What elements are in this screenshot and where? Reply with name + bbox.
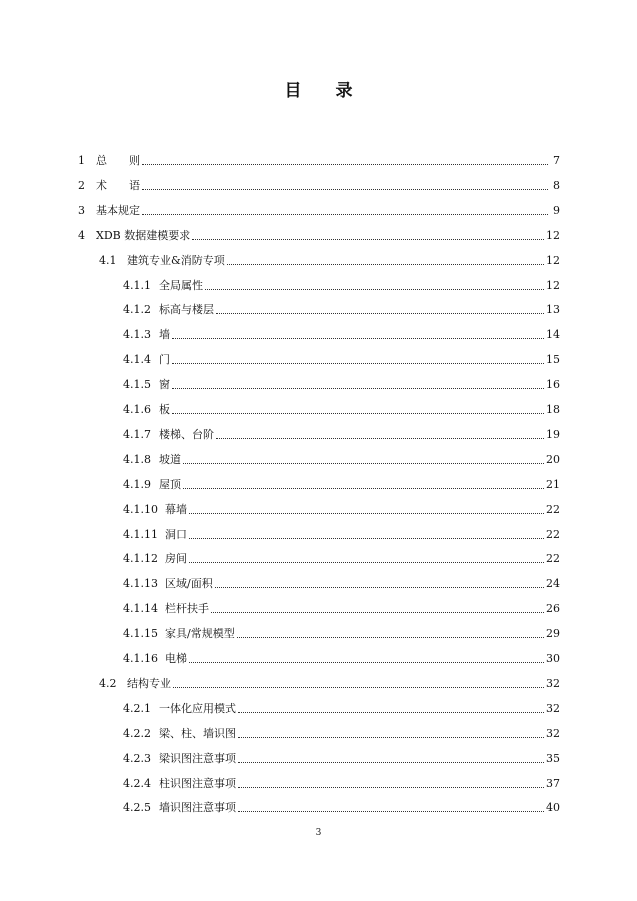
toc-entry-number: 4.2.2: [123, 726, 151, 740]
toc-dot-leader: [189, 513, 544, 514]
toc-entry-label: 标高与楼层: [159, 303, 214, 317]
toc-entry[interactable]: [123, 349, 560, 367]
toc-entry-number: 3: [78, 203, 85, 217]
toc-entry-number: 4.1.10: [123, 502, 158, 516]
toc-entry[interactable]: [123, 548, 560, 566]
toc-entry-page: 32: [546, 676, 560, 690]
toc-entry-label: 幕墙: [165, 502, 187, 516]
toc-entry-label: 洞口: [165, 527, 187, 541]
toc-entry-page: 26: [546, 602, 560, 616]
toc-entry[interactable]: [123, 723, 560, 741]
toc-entry-number: 4.1.16: [123, 652, 158, 665]
toc-entry-page: 22: [546, 527, 560, 541]
toc-entry-label: 柱识图注意事项: [159, 776, 236, 790]
toc-entry[interactable]: [123, 598, 560, 616]
toc-entry[interactable]: [123, 623, 560, 641]
toc-entry-page: 37: [546, 776, 560, 790]
toc-entry-number: 1: [78, 154, 85, 167]
toc-entry-page: 12: [546, 228, 560, 242]
toc-entry-page: 22: [546, 552, 560, 566]
toc-entry-page: 8: [553, 178, 560, 192]
toc-dot-leader: [238, 712, 544, 713]
toc-dot-leader: [173, 687, 544, 688]
toc-entry[interactable]: [123, 748, 560, 766]
toc-entry-label: 总 则: [96, 154, 140, 167]
toc-dot-leader: [205, 289, 544, 290]
toc-entry[interactable]: [123, 474, 560, 492]
toc-entry-page: 14: [546, 328, 560, 342]
toc-entry-page: 13: [546, 303, 560, 317]
toc-entry-number: 4.1.6: [123, 403, 151, 416]
toc-entry-page: 9: [553, 203, 560, 217]
toc-entry[interactable]: [123, 698, 560, 716]
toc-entry-page: 12: [546, 253, 560, 267]
toc-entry-label: 栏杆扶手: [165, 602, 209, 616]
toc-dot-leader: [192, 239, 544, 240]
toc-entry-page: 20: [546, 452, 560, 466]
toc-entry-number: 4.2.1: [123, 701, 151, 715]
toc-entry[interactable]: [123, 573, 560, 591]
toc-entry-page: 29: [546, 627, 560, 641]
toc-entry-number: 4.1.11: [123, 527, 158, 541]
toc-entry-label: 基本规定: [96, 203, 140, 217]
toc-dot-leader: [172, 338, 544, 339]
toc-entry-number: 4.1.2: [123, 303, 151, 317]
toc-entry-page: 40: [546, 801, 560, 815]
toc-entry-number: 4.1.13: [123, 577, 158, 591]
toc-entry-number: 4.1.14: [123, 602, 158, 616]
toc-dot-leader: [216, 438, 544, 439]
toc-entry-label: 坡道: [159, 452, 181, 466]
toc-entry[interactable]: [123, 275, 560, 293]
toc-entry-label: 梁、柱、墙识图: [159, 726, 236, 740]
toc-entry-page: 21: [546, 477, 560, 491]
toc-dot-leader: [237, 637, 544, 638]
toc-dot-leader: [211, 612, 544, 613]
toc-entry-number: 4.1.4: [123, 353, 151, 367]
toc-entry-label: 梁识图注意事项: [159, 751, 236, 765]
toc-dot-leader: [172, 363, 544, 364]
toc-entry-label: 家具/常规模型: [165, 627, 235, 641]
toc-entry[interactable]: [123, 773, 560, 791]
toc-entry-page: 16: [546, 378, 560, 392]
toc-entry[interactable]: [123, 797, 560, 815]
toc-dot-leader: [172, 388, 544, 389]
toc-entry-number: 4.1.3: [123, 328, 151, 342]
toc-dot-leader: [238, 811, 544, 812]
toc-entry-label: 术 语: [96, 178, 140, 192]
toc-entry-number: 4.2.4: [123, 776, 151, 790]
toc-title: 目 录: [284, 81, 367, 101]
toc-entry[interactable]: [123, 399, 560, 417]
toc-entry-page: 32: [546, 701, 560, 715]
toc-entry-label: 区域/面积: [165, 577, 213, 591]
toc-dot-leader: [142, 214, 548, 215]
toc-entry-page: 30: [546, 652, 560, 665]
toc-dot-leader: [142, 189, 548, 190]
toc-dot-leader: [189, 538, 544, 539]
toc-entry[interactable]: [123, 449, 560, 467]
toc-entry-page: 19: [546, 427, 560, 441]
toc-entry-label: 房间: [165, 552, 187, 566]
toc-entry[interactable]: [123, 524, 560, 542]
toc-entry-page: 35: [546, 751, 560, 765]
toc-entry[interactable]: [123, 499, 560, 517]
toc-entry-page: 32: [546, 726, 560, 740]
toc-entry-page: 7: [553, 154, 560, 167]
page-number: 3: [315, 828, 322, 838]
toc-entry-label: 电梯: [165, 652, 187, 665]
toc-entry[interactable]: [123, 648, 560, 666]
toc-entry-page: 18: [546, 403, 560, 416]
toc-entry-label: 建筑专业&消防专项: [127, 253, 225, 267]
toc-entry-number: 4.1.5: [123, 378, 151, 392]
toc-entry-label: 全局属性: [159, 278, 203, 292]
toc-entry[interactable]: [123, 299, 560, 317]
toc-dot-leader: [189, 562, 544, 563]
toc-dot-leader: [215, 587, 544, 588]
toc-entry-page: 22: [546, 502, 560, 516]
toc-dot-leader: [227, 264, 544, 265]
toc-entry-label: 板: [159, 403, 170, 416]
toc-dot-leader: [172, 413, 544, 414]
toc-dot-leader: [189, 662, 544, 663]
toc-entry-label: 墙识图注意事项: [159, 801, 236, 815]
toc-entry-label: 门: [159, 353, 170, 367]
toc-dot-leader: [183, 488, 544, 489]
toc-entry[interactable]: [78, 150, 560, 168]
toc-entry-number: 4.1.8: [123, 452, 151, 466]
toc-entry-page: 24: [546, 577, 560, 591]
toc-entry-page: 15: [546, 353, 560, 367]
toc-entry[interactable]: [78, 200, 560, 218]
toc-dot-leader: [238, 737, 544, 738]
toc-entry[interactable]: [99, 673, 560, 691]
toc-entry-number: 4.1.15: [123, 627, 158, 641]
toc-entry-number: 4.2.3: [123, 751, 151, 765]
toc-dot-leader: [142, 164, 548, 165]
toc-entry[interactable]: [99, 250, 560, 268]
toc-dot-leader: [238, 762, 544, 763]
toc-entry-number: 4.1: [99, 253, 117, 267]
toc-entry[interactable]: [123, 324, 560, 342]
toc-dot-leader: [216, 313, 544, 314]
toc-entry-number: 4.1.1: [123, 278, 151, 292]
toc-entry-number: 4.1.9: [123, 477, 151, 491]
toc-entry-number: 4.2.5: [123, 801, 151, 815]
toc-entry-label: 屋顶: [159, 477, 181, 491]
toc-entry-number: 4.2: [99, 676, 117, 690]
toc-dot-leader: [183, 463, 544, 464]
toc-entry[interactable]: [123, 374, 560, 392]
toc-entry-label: 楼梯、台阶: [159, 427, 214, 441]
toc-entry-number: 2: [78, 178, 85, 192]
toc-entry[interactable]: [123, 424, 560, 442]
toc-entry-label: 窗: [159, 378, 170, 392]
toc-entry-label: 一体化应用模式: [159, 701, 236, 715]
toc-entry-number: 4.1.7: [123, 427, 151, 441]
toc-dot-leader: [238, 787, 544, 788]
toc-entry-number: 4: [78, 228, 85, 242]
toc-entry-label: XDB 数据建模要求: [96, 228, 191, 242]
toc-entry[interactable]: [78, 225, 560, 243]
toc-entry-page: 12: [546, 278, 560, 292]
toc-entry-number: 4.1.12: [123, 552, 158, 566]
toc-entry[interactable]: [78, 175, 560, 193]
toc-entry-label: 结构专业: [127, 676, 171, 690]
toc-entry-label: 墙: [159, 328, 170, 342]
